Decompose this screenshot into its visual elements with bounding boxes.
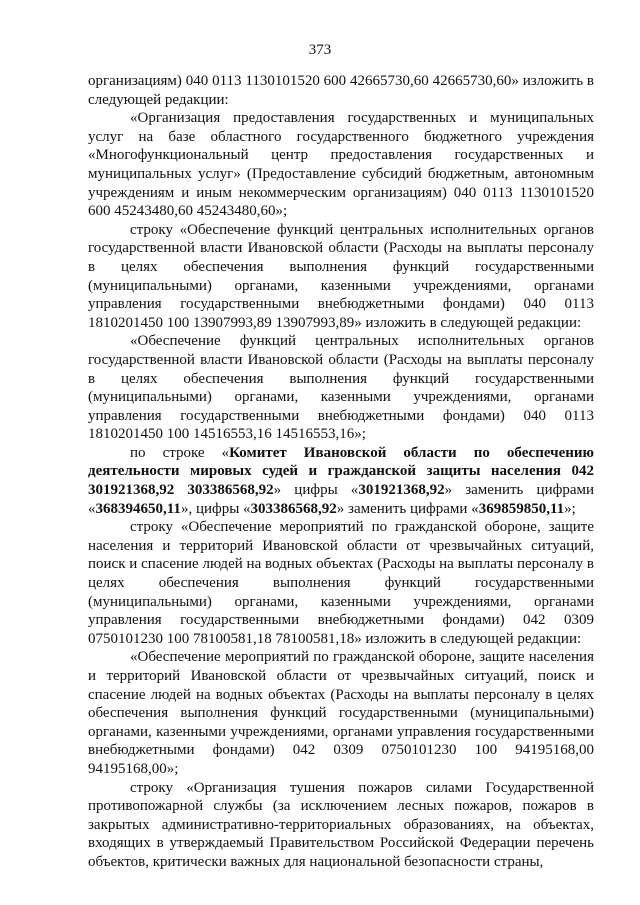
text-segment: », цифры «: [180, 500, 251, 517]
document-body: [88, 72, 594, 872]
paragraph: [88, 72, 594, 109]
text-segment: » заменить цифрами «: [336, 500, 479, 517]
text-segment: »;: [564, 500, 576, 517]
paragraph: [88, 109, 594, 221]
page-number: 373: [308, 42, 332, 58]
text-segment: » заменить цифрами «: [88, 482, 594, 517]
bold-text-segment: 369859850,11: [478, 500, 565, 517]
text-segment: «Обеспечение мероприятий по гражданской обороне, защите населения и территорий Ивановской области от чрезвычайных ситуаций, поиск и спасение людей на водных объектах (Расходы на выплаты персоналу в целях обеспечения выполнения функций государственными (муниципальными) органами, казенными учреждениями, органами управления государственными внебюджетными фондами) 042 0309 0750101230 100 94195168,00 94195168,00»;: [88, 649, 594, 777]
text-segment: строку «Обеспечение мероприятий по гражданской обороне, защите населения и территорий Ивановской области от чрезвычайных ситуаций, поиск и спасение людей на водных объектах (Расходы на выплаты персоналу в целях обеспечения выполнения функций государственными (муниципальными) органами, казенными учреждениями, органами управления государственными внебюджетными фондами) 042 0309 0750101230 100 78100581,18 78100581,18» изложить в следующей редакции:: [88, 519, 594, 647]
paragraph: [88, 648, 594, 778]
bold-text-segment: 368394650,11: [95, 500, 181, 517]
text-segment: «Обеспечение функций центральных исполнительных органов государственной власти Ивановской области (Расходы на выплаты персоналу в целях обеспечения выполнения функций государственными (муниципальными) органами, казенными учреждениями, органами управления государственными внебюджетными фондами) 040 0113 1810201450 100 14516553,16 14516553,16»;: [88, 333, 594, 443]
paragraph: [88, 518, 594, 648]
bold-text-segment: Комитет Ивановской области по обеспечению деятельности мировых судей и гражданской защиты населения 042 301921368,92 303386568,92: [88, 444, 595, 499]
text-segment: организациям) 040 0113 1130101520 600 42665730,60 42665730,60» изложить в следующей редакции:: [88, 73, 594, 108]
text-segment: строку «Обеспечение функций центральных исполнительных органов государственной власти Ивановской области (Расходы на выплаты персоналу в целях обеспечения выполнения функций государственными (муниципальными) органами, казенными учреждениями, органами управления государственными внебюджетными фондами) 040 0113 1810201450 100 13907993,89 13907993,89» изложить в следующей редакции:: [88, 221, 594, 331]
paragraph: [88, 221, 594, 333]
bold-text-segment: 301921368,92: [358, 482, 445, 499]
text-segment: «Организация предоставления государственных и муниципальных услуг на базе областного государственного бюджетного учреждения «Многофункциональный центр предоставления государственных и муниципальных услуг» (Предоставление субсидий бюджетным, автономным учреждениям и иным некоммерческим организациям) 040 0113 1130101520 600 45243480,60 45243480,60»;: [88, 110, 594, 220]
text-segment: по строке «: [130, 444, 230, 461]
paragraph: [88, 444, 594, 518]
text-segment: строку «Организация тушения пожаров силами Государственной противопожарной службы (за исключением лесных пожаров, пожаров в закрытых административно-территориальных образованиях, на объектах, входящих в утверждаемый Правительством Российской Федерации перечень объектов, критически важных для национальной безопасности страны,: [88, 779, 594, 870]
bold-text-segment: 303386568,92: [250, 500, 337, 517]
paragraph: [88, 332, 594, 444]
paragraph: [88, 779, 594, 872]
text-segment: » цифры «: [273, 482, 359, 499]
